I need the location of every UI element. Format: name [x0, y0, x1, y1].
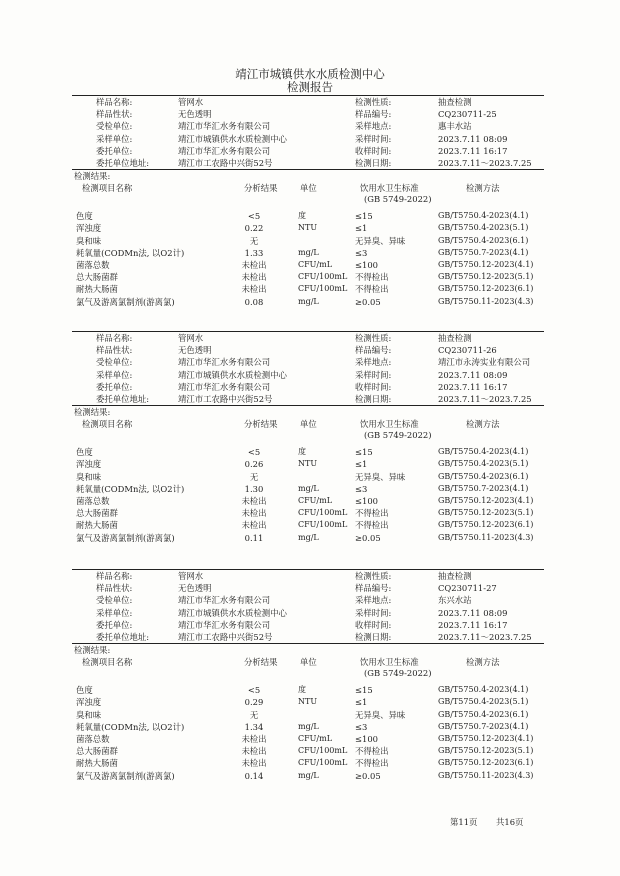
report-title: 靖江市城镇供水水质检测中心 — [235, 67, 385, 81]
meta-label: 检测性质: — [355, 571, 392, 581]
meta-value: 靖江市工农路中兴街52号 — [178, 158, 273, 168]
col-item-header: 检测项目名称 — [82, 419, 133, 430]
col-method-header: 检测方法 — [466, 183, 500, 194]
meta-value: 靖江市华汇水务有限公司 — [178, 595, 271, 606]
table-row — [0, 507, 620, 519]
meta-value: 2023.7.11 16:17 — [438, 145, 508, 156]
meta-label: 样品名称: — [96, 571, 133, 581]
result-value: 无 — [249, 471, 259, 482]
col-std-header: 饮用水卫生标准 — [360, 657, 419, 668]
table-row — [0, 733, 620, 745]
method-value: GB/T5750.12-2023(4.1) — [438, 496, 534, 505]
meta-value: 2023.7.11～2023.7.25 — [438, 158, 532, 168]
method-value: GB/T5750.11-2023(4.3) — [438, 770, 534, 780]
result-value: 0.08 — [244, 296, 264, 307]
result-value: 1.34 — [244, 721, 264, 732]
meta-row — [0, 145, 620, 157]
meta-label: 采样时间: — [355, 607, 392, 618]
results-heading — [0, 170, 620, 182]
meta-label: 样品名称: — [96, 333, 133, 343]
table-row — [0, 283, 620, 295]
item-name: 氯气及游离氯制剂(游离氯) — [76, 770, 175, 781]
meta-label: 检测性质: — [355, 333, 392, 343]
meta-value: 无色透明 — [178, 109, 212, 120]
result-value: 1.33 — [244, 247, 264, 258]
meta-value: 2023.7.11 08:09 — [438, 369, 508, 380]
meta-label: 样品编号: — [355, 345, 392, 356]
item-name: 耐热大肠菌 — [76, 520, 118, 531]
meta-row — [0, 356, 620, 368]
meta-label: 采样单位: — [96, 369, 133, 380]
item-name: 氯气及游离氯制剂(游离氯) — [76, 532, 175, 543]
report-subtitle: 检测报告 — [287, 80, 333, 94]
method-value: GB/T5750.4-2023(5.1) — [438, 223, 529, 233]
method-value: GB/T5750.12-2023(4.1) — [438, 260, 534, 269]
meta-value: CQ230711-26 — [438, 345, 497, 356]
meta-row — [0, 582, 620, 594]
table-row — [0, 696, 620, 708]
item-name: 臭和味 — [76, 235, 102, 246]
meta-label: 检测性质: — [355, 97, 392, 107]
meta-value: 无色透明 — [178, 583, 212, 594]
meta-row — [0, 381, 620, 393]
result-value: 未检出 — [241, 272, 267, 283]
meta-row — [0, 108, 620, 120]
page-footer — [0, 816, 620, 828]
results-heading — [0, 644, 620, 656]
meta-label: 受检单位: — [96, 595, 133, 606]
unit-value: CFU/100mL — [298, 758, 348, 768]
standard-value: ≤100 — [355, 496, 379, 506]
meta-value: 靖江市华汇水务有限公司 — [178, 121, 271, 132]
meta-label: 受检单位: — [96, 121, 133, 132]
result-value: 未检出 — [241, 758, 267, 769]
result-value: 未检出 — [241, 508, 267, 519]
col-result-header: 分析结果 — [244, 419, 278, 430]
table-row — [0, 709, 620, 721]
meta-value: 靖江市城镇供水水质检测中心 — [178, 369, 287, 380]
unit-value: mg/L — [298, 770, 319, 780]
item-name: 菌落总数 — [76, 260, 110, 270]
standard-value: 无异臭、异味 — [355, 235, 406, 246]
unit-value: 度 — [298, 211, 306, 221]
meta-label: 检测日期: — [355, 158, 392, 168]
standard-value: ≤1 — [355, 223, 368, 234]
result-value: 未检出 — [241, 734, 267, 744]
result-value: <5 — [247, 685, 261, 696]
meta-row — [0, 332, 620, 344]
unit-value: CFU/mL — [298, 260, 333, 269]
meta-value: 惠丰水站 — [438, 121, 472, 132]
table-row — [0, 222, 620, 234]
method-value: GB/T5750.4-2023(6.1) — [438, 235, 529, 245]
result-value: 无 — [249, 235, 259, 246]
unit-value: mg/L — [298, 483, 319, 493]
table-row — [0, 495, 620, 507]
results-label: 检测结果: — [74, 645, 111, 656]
col-item-header: 检测项目名称 — [82, 183, 133, 194]
meta-label: 样品名称: — [96, 97, 133, 107]
standard-value: ≤3 — [355, 721, 368, 732]
meta-label: 委托单位: — [96, 145, 133, 156]
method-value: GB/T5750.4-2023(4.1) — [438, 447, 529, 457]
col-std-code: (GB 5749-2022) — [364, 194, 432, 205]
meta-label: 采样时间: — [355, 369, 392, 380]
meta-label: 样品编号: — [355, 583, 392, 594]
item-name: 总大肠菌群 — [76, 272, 118, 283]
standard-value: ≥0.05 — [355, 532, 381, 543]
page-total: 共16页 — [496, 817, 524, 827]
results-label: 检测结果: — [74, 407, 111, 418]
unit-value: CFU/mL — [298, 496, 333, 505]
standard-value: 不得检出 — [355, 746, 389, 757]
item-name: 耐热大肠菌 — [76, 284, 118, 295]
result-value: 1.30 — [244, 483, 264, 494]
unit-value: 度 — [298, 685, 306, 695]
results-header-line2 — [0, 193, 620, 205]
meta-label: 委托单位地址: — [96, 158, 150, 168]
result-value: 未检出 — [241, 260, 267, 270]
item-name: 色度 — [76, 211, 93, 222]
method-value: GB/T5750.12-2023(5.1) — [438, 508, 534, 518]
method-value: GB/T5750.4-2023(5.1) — [438, 697, 529, 707]
meta-label: 委托单位: — [96, 381, 133, 392]
method-value: GB/T5750.7-2023(4.1) — [438, 721, 529, 731]
meta-value: 2023.7.11～2023.7.25 — [438, 394, 532, 404]
col-std-code: (GB 5749-2022) — [364, 668, 432, 679]
meta-row — [0, 594, 620, 606]
method-value: GB/T5750.12-2023(6.1) — [438, 284, 534, 294]
result-value: <5 — [247, 447, 261, 458]
method-value: GB/T5750.7-2023(4.1) — [438, 247, 529, 257]
meta-value: 无色透明 — [178, 345, 212, 356]
standard-value: 不得检出 — [355, 758, 389, 769]
unit-value: CFU/100mL — [298, 746, 348, 756]
meta-label: 样品性状: — [96, 109, 133, 120]
page-number: 第11页 — [450, 817, 478, 827]
table-row — [0, 770, 620, 782]
table-row — [0, 271, 620, 283]
meta-label: 采样时间: — [355, 133, 392, 144]
meta-value: 抽查检测 — [438, 571, 472, 581]
standard-value: 不得检出 — [355, 508, 389, 519]
meta-row — [0, 570, 620, 582]
item-name: 菌落总数 — [76, 734, 110, 744]
meta-label: 采样地点: — [355, 357, 392, 368]
meta-value: 靖江市华汇水务有限公司 — [178, 619, 271, 630]
result-value: 0.11 — [244, 532, 264, 543]
meta-row — [0, 393, 620, 405]
meta-value: 靖江市华汇水务有限公司 — [178, 381, 271, 392]
col-result-header: 分析结果 — [244, 657, 278, 668]
meta-row — [0, 96, 620, 108]
result-value: <5 — [247, 211, 261, 222]
method-value: GB/T5750.12-2023(6.1) — [438, 758, 534, 768]
standard-value: ≤100 — [355, 260, 379, 270]
meta-value: 2023.7.11 08:09 — [438, 607, 508, 618]
result-value: 无 — [249, 709, 259, 720]
table-row — [0, 259, 620, 271]
standard-value: ≥0.05 — [355, 296, 381, 307]
meta-label: 样品编号: — [355, 109, 392, 120]
item-name: 耐热大肠菌 — [76, 758, 118, 769]
col-item-header: 检测项目名称 — [82, 657, 133, 668]
unit-value: mg/L — [298, 247, 319, 257]
table-row — [0, 458, 620, 470]
method-value: GB/T5750.4-2023(6.1) — [438, 471, 529, 481]
unit-value: CFU/mL — [298, 734, 333, 743]
item-name: 耗氧量(CODMn法, 以O2计) — [76, 247, 185, 258]
meta-value: 管网水 — [178, 571, 204, 581]
table-row — [0, 684, 620, 696]
meta-label: 委托单位地址: — [96, 632, 150, 642]
meta-label: 采样单位: — [96, 607, 133, 618]
meta-value: 抽查检测 — [438, 97, 472, 107]
meta-value: 靖江市城镇供水水质检测中心 — [178, 607, 287, 618]
meta-value: 靖江市华汇水务有限公司 — [178, 357, 271, 368]
col-unit-header: 单位 — [300, 419, 317, 430]
table-row — [0, 210, 620, 222]
meta-row — [0, 369, 620, 381]
unit-value: NTU — [298, 697, 318, 707]
standard-value: 不得检出 — [355, 520, 389, 531]
results-header-line2 — [0, 667, 620, 679]
item-name: 耗氧量(CODMn法, 以O2计) — [76, 721, 185, 732]
item-name: 色度 — [76, 447, 93, 458]
unit-value: CFU/100mL — [298, 520, 348, 530]
meta-row — [0, 120, 620, 132]
standard-value: ≤3 — [355, 247, 368, 258]
meta-value: 靖江市城镇供水水质检测中心 — [178, 133, 287, 144]
meta-value: 管网水 — [178, 97, 204, 107]
result-value: 0.22 — [244, 223, 264, 234]
meta-label: 受检单位: — [96, 357, 133, 368]
results-header-line2 — [0, 429, 620, 441]
meta-value: 2023.7.11 08:09 — [438, 133, 508, 144]
col-std-code: (GB 5749-2022) — [364, 430, 432, 441]
unit-value: CFU/100mL — [298, 508, 348, 518]
method-value: GB/T5750.11-2023(4.3) — [438, 532, 534, 542]
meta-row — [0, 619, 620, 631]
meta-label: 采样单位: — [96, 133, 133, 144]
meta-label: 收样时间: — [355, 619, 392, 630]
unit-value: mg/L — [298, 532, 319, 542]
meta-label: 样品性状: — [96, 583, 133, 594]
standard-value: 无异臭、异味 — [355, 471, 406, 482]
meta-label: 采样地点: — [355, 121, 392, 132]
standard-value: ≤1 — [355, 459, 368, 470]
result-value: 0.26 — [244, 459, 264, 470]
standard-value: 无异臭、异味 — [355, 709, 406, 720]
standard-value: ≤15 — [355, 685, 373, 696]
table-row — [0, 745, 620, 757]
method-value: GB/T5750.4-2023(4.1) — [438, 685, 529, 695]
meta-row — [0, 157, 620, 169]
unit-value: CFU/100mL — [298, 272, 348, 282]
method-value: GB/T5750.4-2023(4.1) — [438, 211, 529, 221]
meta-label: 委托单位地址: — [96, 394, 150, 404]
table-row — [0, 532, 620, 544]
method-value: GB/T5750.11-2023(4.3) — [438, 296, 534, 306]
meta-row — [0, 344, 620, 356]
result-value: 未检出 — [241, 520, 267, 531]
meta-label: 检测日期: — [355, 394, 392, 404]
table-row — [0, 757, 620, 769]
result-value: 0.29 — [244, 697, 264, 708]
meta-value: CQ230711-25 — [438, 109, 497, 120]
col-unit-header: 单位 — [300, 183, 317, 194]
table-row — [0, 296, 620, 308]
meta-row — [0, 607, 620, 619]
standard-value: ≤100 — [355, 734, 379, 744]
col-method-header: 检测方法 — [466, 657, 500, 668]
meta-value: 靖江市永涛实业有限公司 — [438, 357, 531, 368]
item-name: 总大肠菌群 — [76, 746, 118, 757]
result-value: 未检出 — [241, 746, 267, 757]
method-value: GB/T5750.12-2023(5.1) — [438, 746, 534, 756]
col-method-header: 检测方法 — [466, 419, 500, 430]
col-std-header: 饮用水卫生标准 — [360, 419, 419, 430]
meta-label: 收样时间: — [355, 145, 392, 156]
meta-value: CQ230711-27 — [438, 583, 497, 594]
meta-value: 靖江市工农路中兴街52号 — [178, 632, 273, 642]
item-name: 臭和味 — [76, 471, 102, 482]
item-name: 色度 — [76, 685, 93, 696]
table-row — [0, 483, 620, 495]
meta-value: 抽查检测 — [438, 333, 472, 343]
unit-value: mg/L — [298, 721, 319, 731]
meta-value: 东兴水站 — [438, 595, 472, 606]
method-value: GB/T5750.4-2023(6.1) — [438, 709, 529, 719]
meta-value: 靖江市工农路中兴街52号 — [178, 394, 273, 404]
table-row — [0, 519, 620, 531]
meta-value: 2023.7.11 16:17 — [438, 619, 508, 630]
item-name: 浑浊度 — [76, 223, 102, 234]
col-unit-header: 单位 — [300, 657, 317, 668]
results-heading — [0, 406, 620, 418]
result-value: 未检出 — [241, 496, 267, 506]
item-name: 总大肠菌群 — [76, 508, 118, 519]
unit-value: NTU — [298, 459, 318, 469]
standard-value: 不得检出 — [355, 272, 389, 283]
meta-label: 采样地点: — [355, 595, 392, 606]
meta-label: 收样时间: — [355, 381, 392, 392]
result-value: 未检出 — [241, 284, 267, 295]
col-result-header: 分析结果 — [244, 183, 278, 194]
method-value: GB/T5750.12-2023(6.1) — [438, 520, 534, 530]
standard-value: 不得检出 — [355, 284, 389, 295]
table-row — [0, 446, 620, 458]
standard-value: ≤1 — [355, 697, 368, 708]
meta-value: 2023.7.11 16:17 — [438, 381, 508, 392]
unit-value: CFU/100mL — [298, 284, 348, 294]
standard-value: ≤3 — [355, 483, 368, 494]
item-name: 菌落总数 — [76, 496, 110, 506]
meta-label: 样品性状: — [96, 345, 133, 356]
item-name: 臭和味 — [76, 709, 102, 720]
result-value: 0.14 — [244, 770, 264, 781]
standard-value: ≥0.05 — [355, 770, 381, 781]
table-row — [0, 247, 620, 259]
meta-row — [0, 133, 620, 145]
meta-label: 委托单位: — [96, 619, 133, 630]
item-name: 氯气及游离氯制剂(游离氯) — [76, 296, 175, 307]
unit-value: 度 — [298, 447, 306, 457]
table-row — [0, 721, 620, 733]
unit-value: mg/L — [298, 296, 319, 306]
unit-value: NTU — [298, 223, 318, 233]
meta-value: 2023.7.11～2023.7.25 — [438, 632, 532, 642]
item-name: 浑浊度 — [76, 697, 102, 708]
results-label: 检测结果: — [74, 171, 111, 182]
standard-value: ≤15 — [355, 447, 373, 458]
table-row — [0, 235, 620, 247]
meta-value: 靖江市华汇水务有限公司 — [178, 145, 271, 156]
meta-value: 管网水 — [178, 333, 204, 343]
method-value: GB/T5750.12-2023(5.1) — [438, 272, 534, 282]
method-value: GB/T5750.12-2023(4.1) — [438, 734, 534, 743]
item-name: 浑浊度 — [76, 459, 102, 470]
method-value: GB/T5750.4-2023(5.1) — [438, 459, 529, 469]
standard-value: ≤15 — [355, 211, 373, 222]
item-name: 耗氧量(CODMn法, 以O2计) — [76, 483, 185, 494]
meta-row — [0, 631, 620, 643]
method-value: GB/T5750.7-2023(4.1) — [438, 483, 529, 493]
table-row — [0, 471, 620, 483]
col-std-header: 饮用水卫生标准 — [360, 183, 419, 194]
meta-label: 检测日期: — [355, 632, 392, 642]
